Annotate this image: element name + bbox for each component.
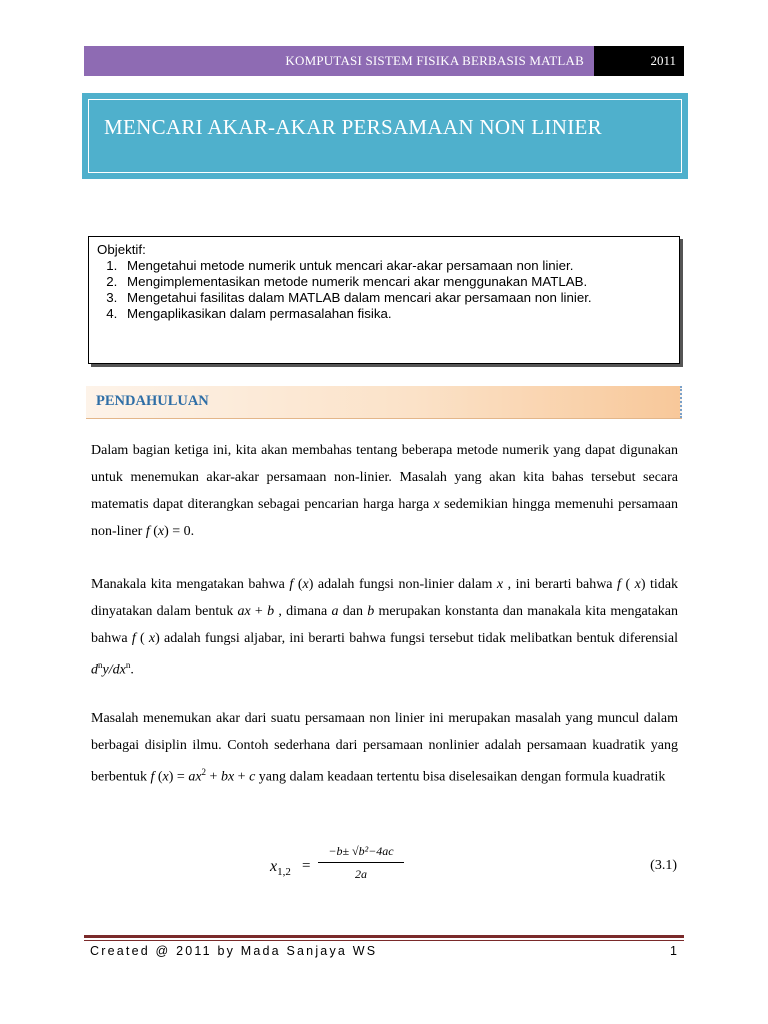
objective-item: 3. Mengetahui fasilitas dalam MATLAB dalam mencari akar persamaan non linier. [121,290,671,306]
equation-equals: = [302,858,311,874]
paragraph-nonlinear-definition: Manakala kita mengatakan bahwa f (x) adalah fungsi non-linier dalam x , ini berarti bahwa f ( x) tidak dinyatakan dalam bentuk ax + b , dimana a dan b merupakan konstanta dan manakala kita mengatakan bahwa f ( x) adalah fungsi aljabar, ini berarti bahwa fungsi tersebut tidak melibatkan bentuk diferensial $d^ny/dx^n$. [91,577,679,678]
equation-fraction [318,844,404,882]
equation-lhs: $x_{1,2}$ [270,858,291,879]
objective-item: 4. Mengaplikasikan dalam permasalahan fisika. [121,306,671,322]
equation-numerator: −b± √b²−4ac [318,844,404,863]
header-year [594,46,684,76]
header-course-title [84,46,594,76]
objectives-box [88,236,680,364]
chapter-title-box [82,93,688,179]
year-text: 2011 [650,53,676,68]
objectives-label: Objektif: [97,242,146,257]
chapter-title: MENCARI AKAR-AKAR PERSAMAAN NON LINIER [104,115,602,139]
objectives-list [97,258,671,322]
course-title-text: KOMPUTASI SISTEM FISIKA BERBASIS MATLAB [285,53,584,68]
footer-rule-thin [84,940,684,941]
objective-item: 2. Mengimplementasikan metode numerik mencari akar menggunakan MATLAB. [121,274,671,290]
equation-denominator: 2a [355,867,367,881]
footer-rule-thick [84,935,684,938]
page-number: 1 [670,944,677,958]
objective-item: 1. Mengetahui metode numerik untuk mencari akar-akar persamaan non linier. [121,258,671,274]
paragraph-quadratic: Masalah menemukan akar dari suatu persamaan non linier ini merupakan masalah yang muncul dalam berbagai disiplin ilmu. Contoh sederhana dari persamaan nonlinier adalah persamaan kuadratik yang berbentuk f $(x) = ax^2$ + bx + c yang dalam keadaan tertentu bisa diselesaikan dengan formula kuadratik [91,711,678,785]
section-title: PENDAHULUAN [96,393,209,409]
footer-credit: Created @ 2011 by Mada Sanjaya WS [90,944,378,958]
section-heading-bar [86,386,682,418]
equation-number: (3.1) [650,858,677,873]
paragraph-intro: Dalam bagian ketiga ini, kita akan membahas tentang beberapa metode numerik yang dapat digunakan untuk menemukan akar-akar persamaan non-linier. Masalah yang akan kita bahas tersebut secara matematis dapat diterangkan sebagai pencarian harga harga x sedemikian hingga memenuhi persamaan non-liner f (x) = 0. [91,443,678,539]
